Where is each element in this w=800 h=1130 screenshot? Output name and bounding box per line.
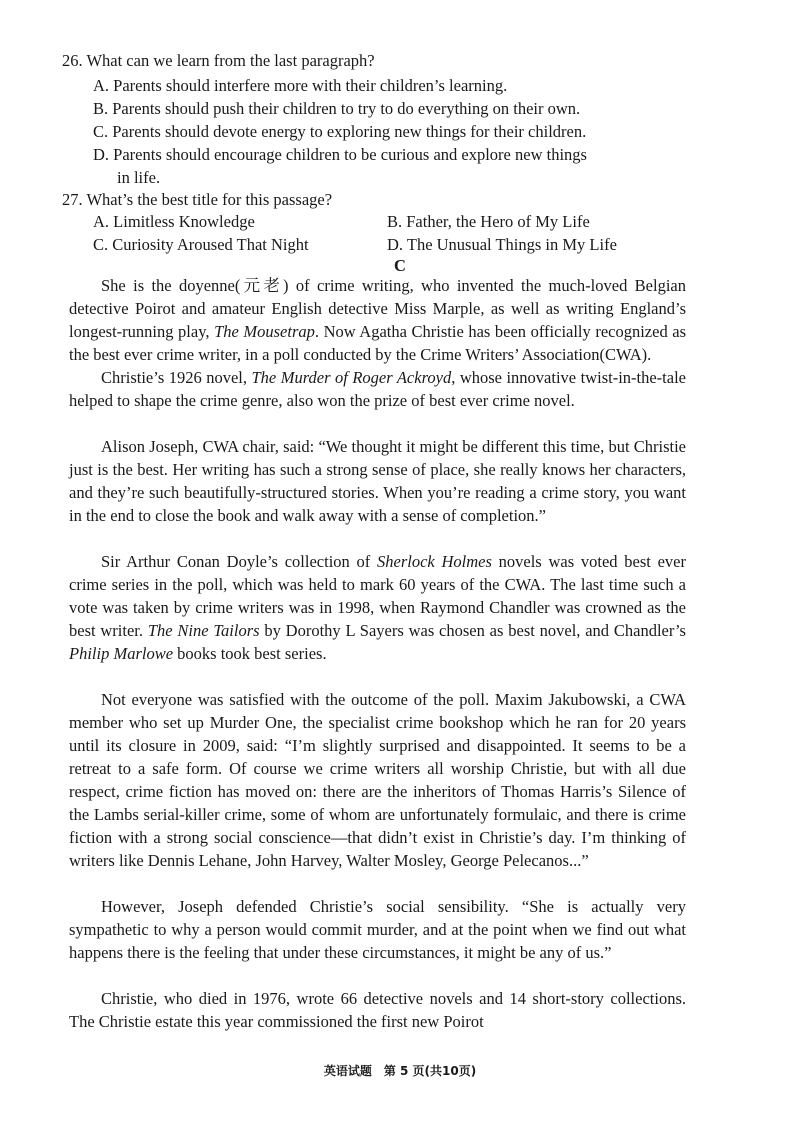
question-26-option-d: D. Parents should encourage children to be curious and explore new things [93, 145, 587, 164]
question-26-option-d-continued: in life. [117, 168, 161, 187]
question-26-option-c: C. Parents should devote energy to exploring new things for their children. [93, 122, 587, 141]
passage-paragraph-2: Christie’s 1926 novel, The Murder of Roger Ackroyd, whose innovative twist-in-the-tale helped to shape the crime genre, also won the prize of best ever crime novel. [69, 368, 686, 410]
passage-paragraph-7: Christie, who died in 1976, wrote 66 detective novels and 14 short-story collections. The Christie estate this year commissioned the first new Poirot [69, 989, 686, 1031]
question-26-stem: 26. What can we learn from the last paragraph? [62, 51, 375, 70]
title-the-nine-tailors: The Nine Tailors [147, 621, 260, 640]
passage-paragraph-3: Alison Joseph, CWA chair, said: “We thought it might be different this time, but Christie just is the best. Her writing has such a strong sense of place, she really knows her characters, and they’re such beautifully-structured stories. When you’re reading a crime story, you want in the end to close the book and walk away with a sense of completion.” [69, 437, 686, 525]
title-philip-marlowe: Philip Marlowe [69, 644, 174, 663]
passage-paragraph-4: Sir Arthur Conan Doyle’s collection of Sherlock Holmes novels was voted best ever crime series in the poll, which was held to mark 60 years of the CWA. The last time such a vote was taken by crime writers was in 1998, when Raymond Chandler was crowned as the best writer. The Nine Tailors by Dorothy L Sayers was chosen as best novel, and Chandler’s Philip Marlowe books took best series. [69, 552, 686, 663]
question-26-option-b: B. Parents should push their children to try to do everything on their own. [93, 99, 581, 118]
passage-paragraph-1: She is the doyenne(元老) of crime writing, who invented the much-loved Belgian detective Poirot and amateur English detective Miss Marple, as well as writing England’s longest-running play, The Mousetrap. Now Agatha Christie has been officially recognized as the best ever crime writer, in a poll conducted by the Crime Writers’ Association(CWA). [69, 276, 687, 364]
passage-paragraph-5: Not everyone was satisfied with the outcome of the poll. Maxim Jakubowski, a CWA member who set up Murder One, the specialist crime bookshop which he ran for 20 years until its closure in 2009, said: “I’m slightly surprised and disappointed. It seems to be a retreat to a safe form. Of course we crime writers all worship Christie, but with all due respect, crime fiction has moved on: there are the inheritors of Thomas Harris’s Silence of the Lambs serial-killer crime, some of whom are unfortunately formulaic, and there is crime fiction with a strong social conscience—that didn’t exist in Christie’s day. I’m thinking of writers like Dennis Lehane, John Harvey, Walter Mosley, George Pelecanos...” [69, 690, 686, 870]
title-the-mousetrap: The Mousetrap [214, 322, 315, 341]
title-murder-of-roger-ackroyd: The Murder of Roger Ackroyd [251, 368, 452, 387]
question-27-option-d: D. The Unusual Things in My Life [387, 235, 617, 254]
question-27-stem: 27. What’s the best title for this passage? [62, 190, 333, 209]
passage-paragraph-6: However, Joseph defended Christie’s social sensibility. “She is actually very sympathetic to why a person would commit murder, and at the point when we find out what happens there is the feeling that under these circumstances, it might be any of us.” [69, 897, 686, 962]
question-26-option-a: A. Parents should interfere more with their children’s learning. [93, 76, 508, 95]
title-sherlock-holmes: Sherlock Holmes [377, 552, 492, 571]
question-27-option-b: B. Father, the Hero of My Life [387, 212, 590, 231]
section-letter: C [394, 256, 406, 275]
question-27-option-a: A. Limitless Knowledge [93, 212, 255, 231]
question-27-option-c: C. Curiosity Aroused That Night [93, 235, 309, 254]
page-footer: 英语试题 第 5 页(共10页) [323, 1064, 477, 1078]
